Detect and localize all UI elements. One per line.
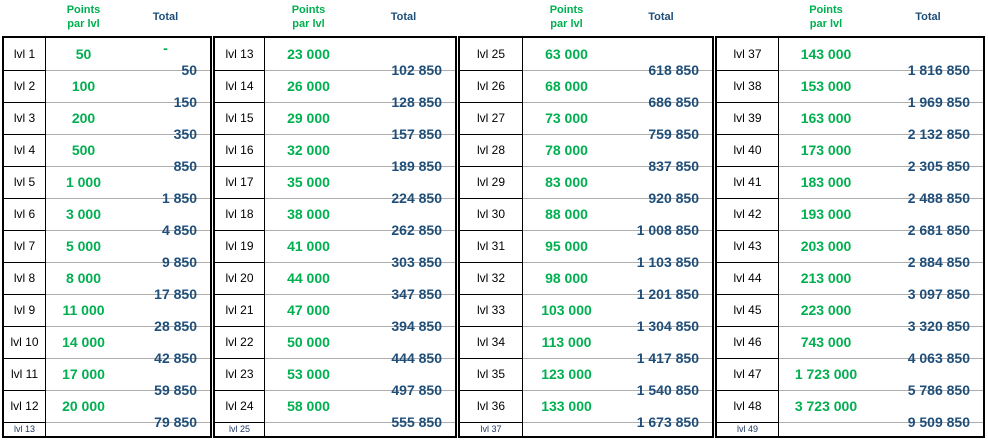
points-value: 20 000 — [62, 398, 105, 414]
total-value: 2 132 850 — [907, 126, 970, 142]
next-level-cell: lvl 37 — [480, 424, 502, 434]
lvl-cell: lvl 44 — [733, 271, 762, 285]
lvl-cell: lvl 9 — [13, 303, 36, 317]
lvl-cell: lvl 3 — [13, 111, 36, 125]
lvl-cell: lvl 29 — [476, 175, 505, 189]
points-value: 44 000 — [287, 270, 330, 286]
total-value: 1 103 850 — [636, 254, 699, 270]
points-value: 23 000 — [287, 46, 330, 62]
lvl-cell: lvl 1 — [13, 47, 36, 61]
total-value: 28 850 — [154, 318, 197, 334]
lvl-cell: lvl 2 — [13, 79, 36, 93]
lvl-cell: lvl 45 — [733, 303, 762, 317]
lvl-cell: lvl 17 — [225, 175, 254, 189]
table-block-inner — [4, 38, 210, 436]
points-value: 3 000 — [65, 206, 102, 222]
table-block-inner — [717, 38, 983, 436]
points-value: 8 000 — [65, 270, 102, 286]
level-table-group-4 — [715, 0, 985, 441]
table-block — [213, 36, 457, 438]
level-table-group-2 — [213, 0, 457, 441]
lvl-cell: lvl 6 — [13, 207, 36, 221]
points-value: 53 000 — [287, 366, 330, 382]
total-value: 1 008 850 — [636, 222, 699, 238]
points-value: 50 — [75, 46, 92, 62]
points-value: 143 000 — [800, 46, 852, 62]
lvl-cell: lvl 23 — [225, 367, 254, 381]
total-value: 50 — [181, 62, 197, 78]
lvl-cell: lvl 12 — [10, 399, 39, 413]
total-value: 394 850 — [391, 318, 442, 334]
total-value: 555 850 — [391, 414, 442, 430]
next-level-cell: lvl 25 — [228, 424, 250, 434]
points-value: 5 000 — [65, 238, 102, 254]
total-value: 4 850 — [161, 222, 197, 238]
total-value: 1 540 850 — [636, 382, 699, 398]
total-value: 2 488 850 — [907, 190, 970, 206]
points-per-lvl-header — [523, 3, 610, 31]
total-value: 9 850 — [161, 254, 197, 270]
table-block-inner — [215, 38, 455, 436]
lvl-cell: lvl 21 — [225, 303, 254, 317]
lvl-cell: lvl 10 — [10, 335, 39, 349]
points-value: 203 000 — [800, 238, 852, 254]
total-value: 1 673 850 — [636, 414, 699, 430]
lvl-cell: lvl 40 — [733, 143, 762, 157]
lvl-cell: lvl 25 — [476, 47, 505, 61]
points-value: 200 — [71, 110, 96, 126]
total-header: Total — [648, 11, 674, 23]
points-value: 95 000 — [545, 238, 588, 254]
points-value: 68 000 — [545, 78, 588, 94]
lvl-cell: lvl 8 — [13, 271, 36, 285]
lvl-cell: lvl 42 — [733, 207, 762, 221]
points-value: 133 000 — [541, 398, 592, 414]
points-header-line2: par lvl — [550, 18, 583, 30]
lvl-cell: lvl 13 — [225, 47, 254, 61]
total-value: 59 850 — [154, 382, 197, 398]
total-value: 1 417 850 — [636, 350, 699, 366]
points-value: 73 000 — [545, 110, 588, 126]
table-block — [2, 36, 212, 438]
total-value: 1 850 — [161, 190, 197, 206]
points-value: 41 000 — [287, 238, 330, 254]
points-value: 103 000 — [541, 302, 592, 318]
total-value: 350 — [173, 126, 197, 142]
total-value: 850 — [173, 158, 197, 174]
lvl-cell: lvl 14 — [225, 79, 254, 93]
points-header-line1: Points — [549, 4, 584, 16]
points-header-line2: par lvl — [67, 18, 100, 30]
lvl-cell: lvl 32 — [476, 271, 505, 285]
total-value: 2 305 850 — [907, 158, 970, 174]
total-value: 759 850 — [648, 126, 699, 142]
points-header-line1: Points — [66, 4, 101, 16]
points-value: 500 — [71, 142, 96, 158]
lvl-cell: lvl 36 — [476, 399, 505, 413]
lvl-cell: lvl 33 — [476, 303, 505, 317]
total-value: 3 320 850 — [907, 318, 970, 334]
lvl-cell: lvl 47 — [733, 367, 762, 381]
total-value: 444 850 — [391, 350, 442, 366]
points-value: 1 000 — [65, 174, 102, 190]
lvl-cell: lvl 16 — [225, 143, 254, 157]
lvl-cell: lvl 28 — [476, 143, 505, 157]
level-table-group-1 — [2, 0, 212, 441]
lvl-cell: lvl 26 — [476, 79, 505, 93]
points-value: 223 000 — [800, 302, 852, 318]
total-value: 150 — [173, 94, 197, 110]
total-value: 42 850 — [154, 350, 197, 366]
points-value: 47 000 — [287, 302, 330, 318]
total-value: 3 097 850 — [907, 286, 970, 302]
total-value: 347 850 — [391, 286, 442, 302]
table-block — [715, 36, 985, 438]
points-value: 58 000 — [287, 398, 330, 414]
lvl-cell: lvl 41 — [733, 175, 762, 189]
points-value: 743 000 — [800, 334, 852, 350]
lvl-cell: lvl 18 — [225, 207, 254, 221]
total-value: 1 969 850 — [907, 94, 970, 110]
total-header: Total — [390, 11, 417, 23]
points-value: 213 000 — [800, 270, 852, 286]
total-value: 686 850 — [648, 94, 699, 110]
points-header-line1: Points — [809, 4, 843, 16]
points-value: 50 000 — [287, 334, 330, 350]
lvl-cell: lvl 7 — [13, 239, 36, 253]
lvl-cell: lvl 24 — [225, 399, 254, 413]
points-value: 1 723 000 — [794, 366, 858, 382]
total-value: 837 850 — [648, 158, 699, 174]
points-value: 3 723 000 — [794, 398, 858, 414]
total-value: 157 850 — [391, 126, 442, 142]
lvl-cell: lvl 5 — [13, 175, 36, 189]
total-value: 1 304 850 — [636, 318, 699, 334]
next-level-cell: lvl 49 — [736, 424, 758, 434]
points-header-line1: Points — [291, 4, 326, 16]
lvl-cell: lvl 46 — [733, 335, 762, 349]
total-value: 102 850 — [391, 62, 442, 78]
points-value: 11 000 — [62, 302, 105, 318]
points-header-line2: par lvl — [292, 18, 325, 30]
total-value: 1 201 850 — [636, 286, 699, 302]
total-value: 224 850 — [391, 190, 442, 206]
lvl-cell: lvl 4 — [13, 143, 36, 157]
level-table-group-3 — [458, 0, 714, 441]
lvl-cell: lvl 43 — [733, 239, 762, 253]
lvl-cell: lvl 22 — [225, 335, 254, 349]
lvl-cell: lvl 35 — [476, 367, 505, 381]
total-value: 2 681 850 — [907, 222, 970, 238]
points-value: 38 000 — [287, 206, 330, 222]
total-value: 618 850 — [648, 62, 699, 78]
points-value: 26 000 — [287, 78, 330, 94]
points-value: 29 000 — [287, 110, 330, 126]
total-value: 17 850 — [154, 286, 197, 302]
total-value: 1 816 850 — [907, 62, 970, 78]
total-value: 79 850 — [154, 414, 197, 430]
points-per-lvl-header — [265, 3, 352, 31]
total-value: 9 509 850 — [907, 414, 970, 430]
lvl-cell: lvl 39 — [733, 111, 762, 125]
total-value: 5 786 850 — [907, 382, 970, 398]
total-value: 262 850 — [391, 222, 442, 238]
total-value: 128 850 — [391, 94, 442, 110]
total-value: 4 063 850 — [907, 350, 970, 366]
lvl-cell: lvl 30 — [476, 207, 505, 221]
lvl-cell: lvl 37 — [733, 47, 762, 61]
points-value: 173 000 — [800, 142, 852, 158]
points-value: 88 000 — [545, 206, 588, 222]
points-per-lvl-header — [46, 3, 121, 31]
points-value: 163 000 — [800, 110, 852, 126]
lvl-cell: lvl 19 — [225, 239, 254, 253]
lvl-cell: lvl 11 — [10, 367, 39, 381]
points-value: 14 000 — [62, 334, 105, 350]
next-level-cell: lvl 13 — [13, 424, 35, 434]
total-value: 189 850 — [391, 158, 442, 174]
lvl-cell: lvl 15 — [225, 111, 254, 125]
total-value: 920 850 — [648, 190, 699, 206]
points-value: 123 000 — [541, 366, 592, 382]
points-value: 63 000 — [545, 46, 588, 62]
points-per-lvl-header — [779, 3, 873, 31]
start-total-dash: - — [163, 40, 168, 56]
points-value: 153 000 — [800, 78, 852, 94]
lvl-cell: lvl 38 — [733, 79, 762, 93]
table-block — [458, 36, 714, 438]
total-value: 2 884 850 — [907, 254, 970, 270]
points-value: 113 000 — [541, 334, 592, 350]
points-value: 78 000 — [545, 142, 588, 158]
points-value: 32 000 — [287, 142, 330, 158]
lvl-cell: lvl 34 — [476, 335, 505, 349]
lvl-cell: lvl 27 — [476, 111, 505, 125]
total-header: Total — [915, 11, 941, 23]
points-value: 100 — [71, 78, 96, 94]
lvl-cell: lvl 31 — [476, 239, 505, 253]
points-value: 98 000 — [545, 270, 588, 286]
lvl-cell: lvl 48 — [733, 399, 762, 413]
lvl-cell: lvl 20 — [225, 271, 254, 285]
total-value: 303 850 — [391, 254, 442, 270]
total-header: Total — [152, 11, 179, 23]
points-value: 193 000 — [800, 206, 852, 222]
total-value: 497 850 — [391, 382, 442, 398]
table-block-inner — [460, 38, 712, 436]
points-value: 35 000 — [287, 174, 330, 190]
points-value: 183 000 — [800, 174, 852, 190]
points-header-line2: par lvl — [809, 18, 843, 30]
points-value: 17 000 — [62, 366, 105, 382]
points-value: 83 000 — [545, 174, 588, 190]
